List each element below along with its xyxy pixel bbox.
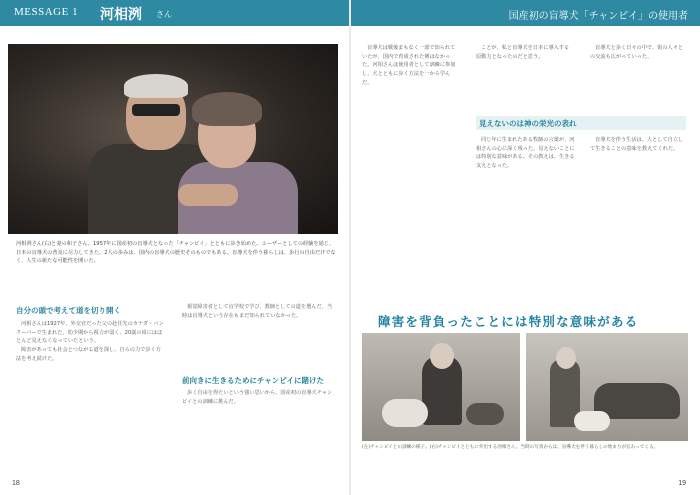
- paragraph: 視覚障害者として盲学校で学び、教師としての道を選んだ。当時は盲導犬という存在もまだ知られていなかった。: [182, 304, 333, 319]
- photo-figure: [132, 104, 180, 116]
- body-column: [182, 303, 336, 320]
- paragraph: 歩く自由を得たいという強い思いから、国産初の盲導犬チャンピイとの訓練に挑んだ。: [182, 390, 333, 405]
- historic-photo-car: [526, 333, 688, 441]
- section-heading-2: 前向きに生きるためにチャンピイに賭けた: [182, 376, 325, 385]
- body-column: [476, 136, 576, 171]
- page-number-right: 19: [678, 480, 686, 487]
- header-band-right: [351, 0, 700, 26]
- photo-figure: [382, 399, 428, 427]
- section-heading-3: 見えないのは神の栄光の表れ: [479, 119, 577, 128]
- photo-figure: [178, 184, 238, 206]
- paragraph: 盲導犬を伴う生活は、人として自立して生きることの意味を教えてくれた。: [590, 137, 684, 152]
- photo-caption: (左)チャンピイとの訓練の様子。(右)チャンピイとともに外出する河相さん。当時の写真からは、盲導犬を伴う暮らしの始まりが伝わってくる。: [362, 445, 659, 450]
- message-label: MESSAGE 1: [14, 6, 79, 18]
- body-column: [16, 320, 166, 364]
- photo-figure: [574, 411, 610, 431]
- article-subtitle: 国産初の盲導犬「チャンピイ」の使用者: [508, 11, 688, 22]
- photo-figure: [466, 403, 504, 425]
- header-band-left: [0, 0, 349, 26]
- photo-figure: [192, 92, 262, 126]
- section-heading-1: 自分の頭で考えて道を切り開く: [16, 306, 121, 315]
- page-gutter: [349, 0, 351, 495]
- couple-portrait-photo: [8, 44, 338, 234]
- paragraph: 盲導犬は戦後まもなく一部で知られていたが、国内で育成された例はなかった。河相さんは使用者として訓練に参加し、犬とともに歩く方法を一から学んだ。: [362, 45, 456, 86]
- body-column: [182, 389, 336, 406]
- photo-figure: [556, 347, 576, 369]
- honorific: さん: [156, 10, 172, 19]
- person-name: 河相洌: [100, 7, 142, 23]
- historic-photo-training: [362, 333, 520, 441]
- photo-figure: [430, 343, 454, 369]
- paragraph: 盲導犬と歩く日々の中で、街の人々との交流も広がっていった。: [590, 45, 684, 60]
- body-column: [362, 44, 460, 88]
- body-column: [476, 44, 574, 61]
- body-column: [590, 136, 688, 153]
- paragraph: 河相さんは1927年、外交官だった父の赴任先のカナダ・バンクーバーで生まれた。幼少期から視力が弱く、20歳の頃にはほとんど見えなくなっていたという。: [16, 321, 164, 345]
- paragraph: ことが、私と盲導犬を日本に導入する原動力となったのだと思う。: [476, 45, 570, 60]
- paragraph: 障害があっても社会とつながる道を探し、自らの力で歩く方法を考え続けた。: [16, 347, 161, 362]
- pull-quote: 障害を背負ったことには特別な意味がある: [378, 314, 639, 329]
- portrait-caption: 河相洌さん(右)と妻の和子さん。1957年に国産初の盲導犬となった「チャンピイ」とともに歩き始めた。ユーザーとしての経験を通じ、日本の盲導犬の普及に尽力してきた。2人の歩みは、国内の盲導犬の歴史そのものでもある。盲導犬を伴う暮らしは、歩行の自由だけでなく、人生の新たな可能性を開いた。: [16, 241, 336, 265]
- paragraph: 同じ年に生まれたある牧師の言葉が、河相さんの心に深く残った。見えないことには特別な意味がある。その教えは、生きる支えとなった。: [476, 137, 575, 170]
- body-column: [590, 44, 688, 61]
- page-number-left: 18: [12, 480, 20, 487]
- photo-figure: [124, 74, 188, 98]
